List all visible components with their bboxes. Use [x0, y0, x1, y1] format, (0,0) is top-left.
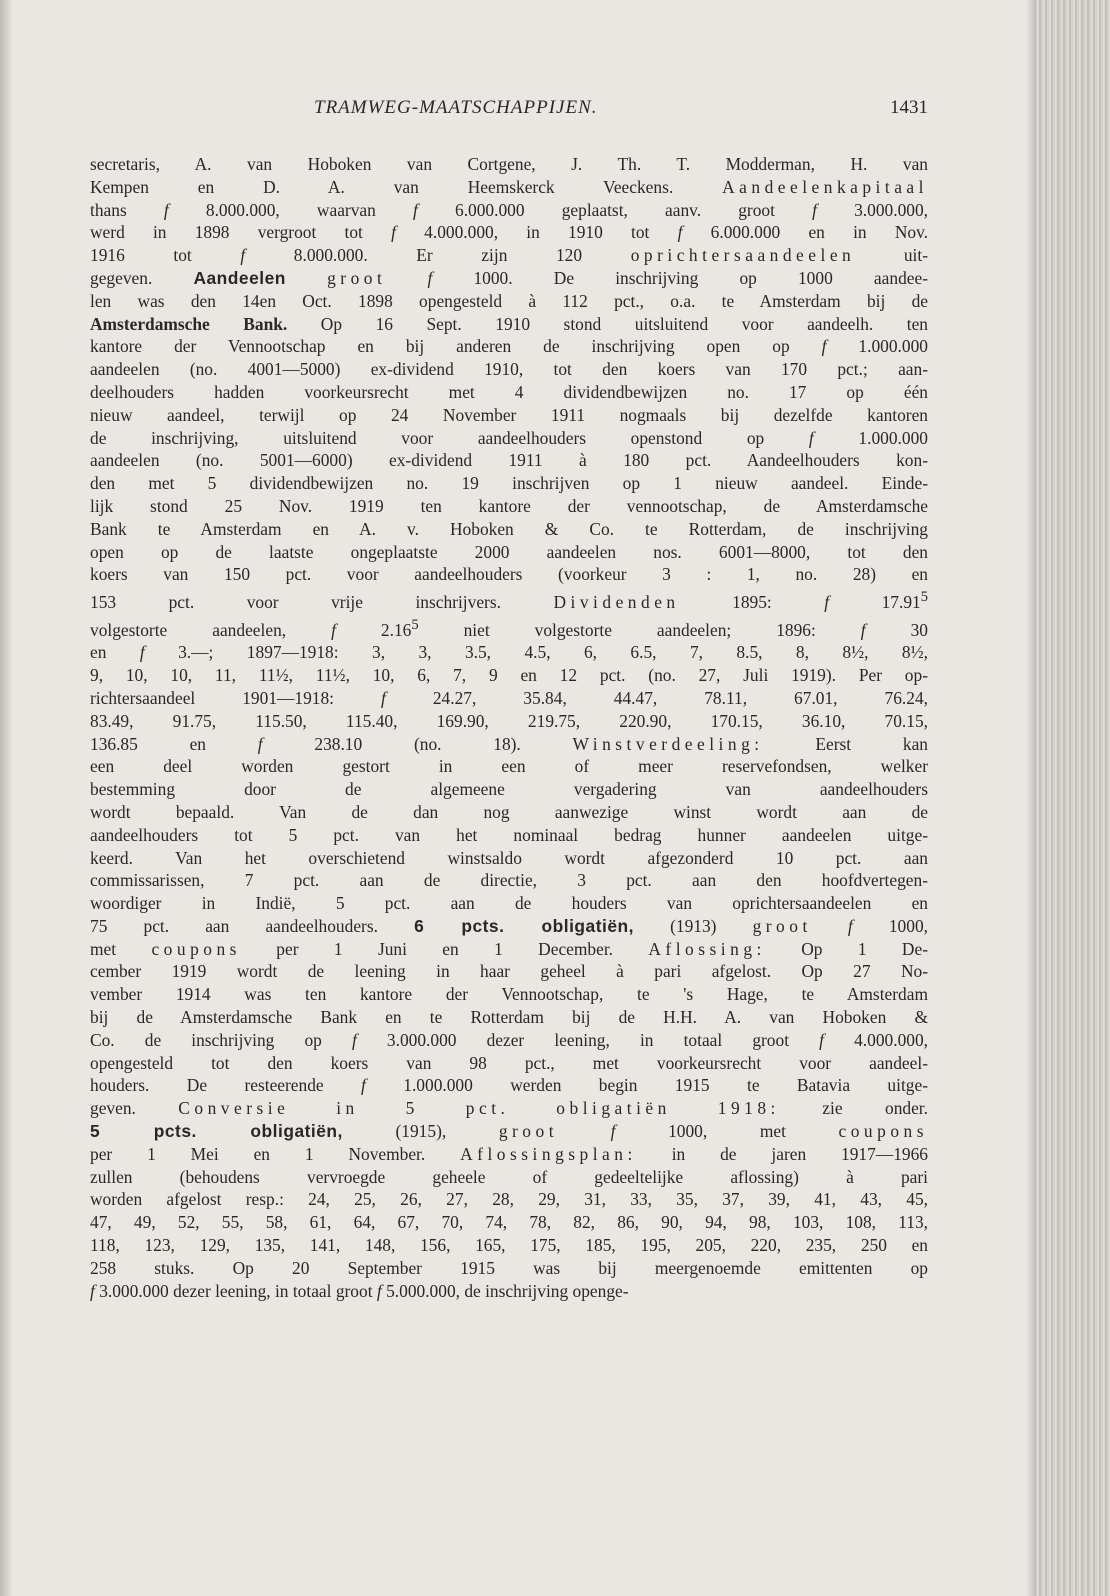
text-line: [90, 267, 928, 290]
text-segment: in de jaren 1917—1966: [636, 1143, 928, 1164]
text-segment: 83.49, 91.75, 115.50, 115.40, 169.90, 219.75, 220.90, 170.15, 36.10, 70.15,: [90, 710, 928, 731]
text-segment: 5: [411, 616, 419, 633]
text-line: [90, 824, 928, 847]
text-segment: Winstverdeeling:: [572, 733, 764, 754]
text-line: [90, 541, 928, 564]
text-segment: 75 pct. aan aandeelhouders.: [90, 915, 415, 936]
text-line: [90, 358, 928, 381]
text-segment: (1913): [633, 915, 753, 936]
text-line: [90, 1143, 928, 1166]
text-line: [90, 199, 928, 222]
page-number: 1431: [890, 97, 928, 118]
text-segment: f: [847, 915, 853, 936]
text-segment: 6 pcts. obligatiën,: [414, 915, 634, 936]
text-segment: f: [139, 642, 145, 663]
text-segment: geven.: [90, 1098, 179, 1119]
text-segment: opengesteld tot den koers van 98 pct., met voorkeursrecht voor aandeel-: [90, 1052, 928, 1073]
text-segment: f: [361, 1075, 366, 1096]
text-segment: 1.000.000: [826, 336, 928, 357]
text-segment: Op 16 Sept. 1910 stond uitsluitend voor aandeelh. ten: [287, 313, 928, 334]
binding-shadow: [1026, 0, 1036, 1596]
text-segment: 9, 10, 10, 11, 11½, 11½, 10, 6, 7, 9 en 12 pct. (no. 27, Juli 1919). Per op-: [90, 665, 928, 686]
text-segment: f: [376, 1280, 382, 1301]
text-segment: f: [413, 199, 418, 220]
text-line: [90, 847, 928, 870]
text-segment: Aandeelenkapitaal: [722, 176, 928, 197]
text-segment: gegeven.: [90, 267, 194, 288]
book-page-edges: [1036, 0, 1110, 1596]
text-line: [90, 1074, 928, 1097]
text-segment: f: [240, 245, 246, 266]
text-segment: 47, 49, 52, 55, 58, 61, 64, 67, 70, 74, 78, 82, 86, 90, 94, 98, 103, 108, 113,: [90, 1212, 928, 1233]
text-segment: groot: [327, 267, 387, 288]
text-segment: secretaris, A. van Hoboken van Cortgene, J. Th. T. Modderman, H. van: [90, 154, 928, 174]
text-line: [90, 427, 928, 450]
text-segment: aandeelen (no. 5001—6000) ex-dividend 1911 à 180 pct. Aandeelhouders kon-: [90, 450, 928, 471]
text-segment: met: [90, 938, 152, 959]
text-line: [90, 915, 928, 938]
text-segment: Conversie in 5 pct. obligatiën 1918:: [178, 1098, 780, 1119]
body-text: [90, 153, 928, 1302]
text-segment: Co. de inschrijving op: [90, 1029, 352, 1050]
text-segment: len was den 14en Oct. 1898 opengesteld à 112 pct., o.a. te Amsterdam bij de: [90, 290, 928, 311]
text-segment: worden afgelost resp.: 24, 25, 26, 27, 28, 29, 31, 33, 35, 37, 39, 41, 43, 45,: [90, 1189, 928, 1210]
text-line: [90, 449, 928, 472]
text-line: [90, 1120, 928, 1143]
text-segment: f: [163, 199, 169, 220]
text-line: [90, 778, 928, 801]
text-line: [90, 1257, 928, 1280]
text-segment: en: [90, 642, 140, 663]
text-line: [90, 495, 928, 518]
text-line: [90, 755, 928, 778]
text-line: [90, 1029, 928, 1052]
text-segment: f: [821, 336, 827, 357]
running-title: TRAMWEG-MAATSCHAPPIJEN.: [314, 97, 598, 118]
text-line: [90, 892, 928, 915]
text-segment: cember 1919 wordt de leening in haar geheel à pari afgelost. Op 27 No-: [90, 961, 928, 982]
text-segment: [812, 916, 848, 936]
text-segment: 5 pcts. obligatiën,: [90, 1121, 343, 1142]
scan-left-border: [0, 0, 12, 1596]
text-line: [90, 1166, 928, 1189]
text-line: [90, 563, 928, 586]
text-segment: [558, 1121, 611, 1141]
text-segment: bij de Amsterdamsche Bank en te Rotterdam bij de H.H. A. van Hoboken &: [90, 1007, 928, 1028]
text-segment: Dividenden: [553, 591, 680, 612]
text-segment: Aflossing:: [648, 938, 766, 959]
text-segment: 24.27, 35.84, 44.47, 78.11, 67.01, 76.24,: [385, 687, 928, 708]
text-segment: 4.000.000,: [823, 1029, 928, 1050]
text-segment: Aandeelen: [193, 267, 286, 288]
text-line: [90, 221, 928, 244]
text-segment: Kempen en D. A. van Heemskerck Veeckens.: [90, 176, 723, 197]
text-line: [90, 960, 928, 983]
text-segment: per 1 Juni en 1 December.: [240, 938, 649, 959]
text-segment: open op de laatste ongeplaatste 2000 aandeelen nos. 6001—8000, tot den: [90, 541, 928, 562]
text-line: [90, 404, 928, 427]
text-segment: groot: [752, 915, 812, 936]
text-segment: f: [90, 1280, 95, 1301]
text-segment: 17.91: [829, 591, 921, 612]
text-segment: 5.000.000, de inschrijving openge-: [381, 1280, 629, 1301]
text-line: [90, 869, 928, 892]
text-segment: f: [860, 619, 866, 640]
text-segment: f: [824, 591, 830, 612]
text-line: [90, 1188, 928, 1211]
text-segment: zie onder.: [779, 1098, 928, 1119]
text-line: [90, 801, 928, 824]
text-line: [90, 1211, 928, 1234]
text-segment: zullen (behoudens vervroegde geheele of gedeeltelijke aflossing) à pari: [90, 1166, 928, 1187]
text-segment: f: [812, 199, 817, 220]
text-line: [90, 733, 928, 756]
text-segment: Aflossingsplan:: [460, 1143, 637, 1164]
text-segment: keerd. Van het overschietend winstsaldo wordt afgezonderd 10 pct. aan: [90, 847, 928, 868]
text-line: [90, 1234, 928, 1257]
text-segment: f: [610, 1121, 616, 1142]
text-line: [90, 1052, 928, 1075]
text-segment: een deel worden gestort in een of meer reservefondsen, welker: [90, 756, 928, 777]
text-line: [90, 381, 928, 404]
text-segment: f: [677, 222, 683, 243]
text-segment: 1.000.000 werden begin 1915 te Batavia uitge-: [365, 1075, 928, 1096]
text-segment: 136.85 en: [90, 733, 258, 754]
text-segment: f: [808, 427, 814, 448]
text-segment: koers van 150 pct. voor aandeelhouders (voorkeur 3 : 1, no. 28) en: [90, 564, 928, 585]
text-segment: 258 stuks. Op 20 September 1915 was bij meergenoemde emittenten op: [90, 1257, 928, 1278]
text-segment: werd in 1898 vergroot tot: [90, 222, 392, 243]
text-segment: [386, 268, 427, 288]
text-line: [90, 938, 928, 961]
text-line: [90, 176, 928, 199]
text-segment: 8.000.000. Er zijn 120: [245, 245, 631, 266]
text-segment: f: [819, 1029, 824, 1050]
text-segment: f: [381, 687, 386, 708]
text-segment: 5: [920, 589, 928, 606]
text-segment: 8.000.000, waarvan: [168, 199, 413, 220]
text-segment: f: [331, 619, 336, 640]
text-segment: (1915),: [342, 1121, 499, 1142]
text-line: [90, 687, 928, 710]
text-line: [90, 710, 928, 733]
text-segment: richtersaandeel 1901—1918:: [90, 687, 382, 708]
text-segment: 1895:: [679, 591, 825, 612]
text-segment: 30: [865, 619, 929, 640]
text-line: [90, 641, 928, 664]
text-segment: bestemming door de algemeene vergadering van aandeelhouders: [90, 779, 928, 800]
text-line: [90, 586, 928, 614]
text-segment: 1000,: [852, 915, 928, 936]
text-segment: coupons: [151, 938, 241, 959]
text-segment: 118, 123, 129, 135, 141, 148, 156, 165, 175, 185, 195, 205, 220, 235, 250 en: [90, 1235, 928, 1256]
text-line: [90, 614, 928, 642]
text-segment: 1000. De inschrijving op 1000 aandee-: [432, 267, 928, 288]
text-segment: 1.000.000: [813, 427, 928, 448]
text-segment: uit-: [855, 245, 928, 266]
text-segment: f: [427, 267, 433, 288]
text-segment: 1000, met: [615, 1121, 839, 1142]
text-segment: 3.000.000 dezer leening, in totaal groot: [94, 1280, 377, 1301]
text-segment: nieuw aandeel, terwijl op 24 November 1911 nogmaals bij dezelfde kantoren: [90, 404, 928, 425]
text-line: [90, 983, 928, 1006]
text-segment: Eerst kan: [763, 733, 928, 754]
text-segment: deelhouders hadden voorkeursrecht met 4 dividendbewijzen no. 17 op één: [90, 381, 928, 402]
text-segment: groot: [498, 1121, 559, 1142]
text-segment: oprichtersaandeelen: [630, 245, 856, 266]
text-segment: coupons: [838, 1121, 928, 1142]
text-segment: 2.16: [335, 619, 412, 640]
text-line: [90, 518, 928, 541]
text-segment: woordiger in Indië, 5 pct. aan de houders van oprichtersaandeelen en: [90, 893, 928, 914]
text-line: [90, 664, 928, 687]
text-segment: kantore der Vennootschap en bij anderen de inschrijving open op: [90, 336, 822, 357]
text-segment: 1916 tot: [90, 245, 241, 266]
text-segment: houders. De resteerende: [90, 1075, 362, 1096]
text-line: [90, 290, 928, 313]
text-segment: aandeelen (no. 4001—5000) ex-dividend 1910, tot den koers van 170 pct.; aan-: [90, 359, 928, 380]
text-line: [90, 313, 928, 336]
text-line: [90, 1097, 928, 1120]
text-segment: niet volgestorte aandeelen; 1896:: [418, 619, 861, 640]
text-segment: 153 pct. voor vrije inschrijvers.: [90, 591, 554, 612]
text-segment: de inschrijving, uitsluitend voor aandeelhouders openstond op: [90, 427, 809, 448]
text-segment: 3.000.000,: [816, 199, 929, 220]
text-segment: f: [391, 222, 396, 243]
text-segment: 238.10 (no. 18).: [262, 733, 573, 754]
text-segment: commissarissen, 7 pct. aan de directie, 3 pct. aan den hoofdvertegen-: [90, 870, 928, 891]
text-segment: volgestorte aandeelen,: [90, 619, 332, 640]
text-line: [90, 244, 928, 267]
text-segment: [286, 268, 327, 288]
text-segment: vember 1914 was ten kantore der Vennootschap, te 's Hage, te Amsterdam: [90, 984, 928, 1005]
text-segment: aandeelhouders tot 5 pct. van het nominaal bedrag hunner aandeelen uitge-: [90, 824, 928, 845]
text-segment: f: [257, 733, 263, 754]
text-segment: f: [351, 1029, 357, 1050]
text-segment: Bank te Amsterdam en A. v. Hoboken & Co. te Rotterdam, de inschrijving: [90, 518, 928, 539]
text-line: [90, 153, 928, 176]
text-segment: 6.000.000 en in Nov.: [682, 222, 928, 243]
text-line: [90, 335, 928, 358]
text-line: [90, 1280, 928, 1303]
text-segment: Amsterdamsche Bank.: [90, 313, 288, 334]
text-segment: 3.—; 1897—1918: 3, 3, 3.5, 4.5, 6, 6.5, 7, 8.5, 8, 8½, 8½,: [144, 642, 928, 663]
text-segment: 6.000.000 geplaatst, aanv. groot: [417, 199, 813, 220]
text-segment: per 1 Mei en 1 November.: [90, 1143, 461, 1164]
text-line: [90, 472, 928, 495]
text-segment: 3.000.000 dezer leening, in totaal groot: [356, 1029, 820, 1050]
text-segment: wordt bepaald. Van de dan nog aanwezige winst wordt aan de: [90, 801, 928, 822]
text-segment: den met 5 dividendbewijzen no. 19 inschrijven op 1 nieuw aandeel. Einde-: [90, 473, 928, 494]
page-header: [92, 97, 928, 127]
text-line: [90, 1006, 928, 1029]
text-segment: thans: [90, 199, 164, 220]
text-segment: lijk stond 25 Nov. 1919 ten kantore der vennootschap, de Amsterdamsche: [90, 495, 928, 516]
text-segment: Op 1 De-: [765, 938, 928, 959]
text-segment: 4.000.000, in 1910 tot: [395, 222, 678, 243]
